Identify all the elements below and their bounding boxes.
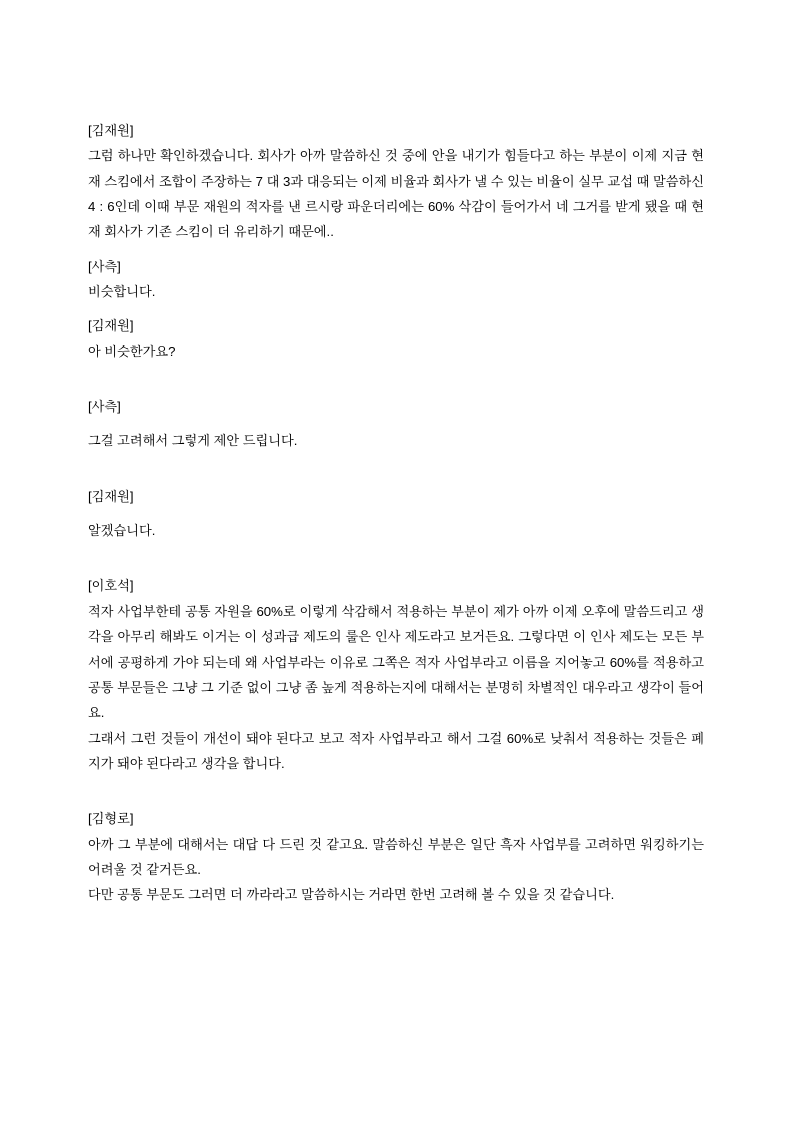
speaker-label: [사측]: [88, 399, 121, 415]
transcript-block: [88, 313, 704, 364]
block-spacer: [88, 245, 704, 254]
speech-paragraph: 그래서 그런 것들이 개선이 돼야 된다고 보고 적자 사업부라고 해서 그걸 60%로 낮춰서 적용하는 것들은 폐지가 돼야 된다라고 생각을 합니다.: [88, 730, 704, 771]
speech-paragraph: 비슷합니다.: [88, 284, 156, 300]
speaker-label: [김재원]: [88, 488, 134, 504]
transcript-block: [88, 394, 704, 454]
block-spacer: [88, 364, 704, 394]
speaker-label: [김재원]: [88, 123, 134, 138]
block-spacer: [88, 776, 704, 806]
transcript-block: [88, 806, 704, 907]
block-spacer: [88, 543, 704, 573]
speech-paragraph: 다만 공통 부문도 그러면 더 까라라고 말씀하시는 거라면 한번 고려해 볼 수 있을 것 같습니다.: [88, 887, 615, 903]
transcript-block: [88, 573, 704, 776]
speech-paragraph: 아까 그 부분에 대해서는 대답 다 드린 것 같고요. 말씀하신 부분은 일단 흑자 사업부를 고려하면 워킹하기는 어려울 것 같거든요.: [88, 836, 704, 877]
transcript-body: [88, 118, 704, 908]
transcript-block: [88, 118, 704, 245]
speaker-label: [김형로]: [88, 811, 134, 827]
block-spacer: [88, 454, 704, 484]
speech-paragraph: 아 비슷한가요?: [88, 343, 176, 359]
speaker-label: [사측]: [88, 258, 121, 274]
transcript-block: [88, 254, 704, 305]
speech-paragraph: 그럼 하나만 확인하겠습니다. 회사가 아까 말씀하신 것 중에 안을 내기가 힘들다고 하는 부분이 이제 지금 현재 스킴에서 조합이 주장하는 7 대 3과 대응되는 이제 비율과 회사가 낼 수 있는 비율이 실무 교섭 때 말씀하신 4 : 6인데 이때 부문 재원의 적자를 낸 르시랑 파운더리에는 60% 삭감이 들어가서 네 그거를 받게 됐을 때 현재 회사가 기존 스킴이 더 유리하기 때문에..: [88, 148, 704, 240]
speech-paragraph: 그걸 고려해서 그렇게 제안 드립니다.: [88, 433, 298, 449]
speaker-label: [김재원]: [88, 318, 134, 334]
paragraph-spacer: [88, 509, 704, 518]
speaker-label: [이호석]: [88, 578, 134, 594]
speech-paragraph: 적자 사업부한테 공통 자원을 60%로 이렇게 삭감해서 적용하는 부분이 제가 아까 이제 오후에 말씀드리고 생각을 아무리 해봐도 이거는 이 성과급 제도의 룰은 인사 제도라고 보거든요. 그렇다면 이 인사 제도는 모든 부서에 공평하게 가야 되는데 왜 사업부라는 이유로 그쪽은 적자 사업부라고 이름을 지어놓고 60%를 적용하고 공통 부문들은 그냥 그 기준 없이 그냥 좀 높게 적용하는지에 대해서는 분명히 차별적인 대우라고 생각이 들어요.: [88, 603, 704, 721]
speech-paragraph: 알겠습니다.: [88, 523, 156, 539]
transcript-block: [88, 484, 704, 544]
paragraph-spacer: [88, 419, 704, 428]
block-spacer: [88, 304, 704, 313]
